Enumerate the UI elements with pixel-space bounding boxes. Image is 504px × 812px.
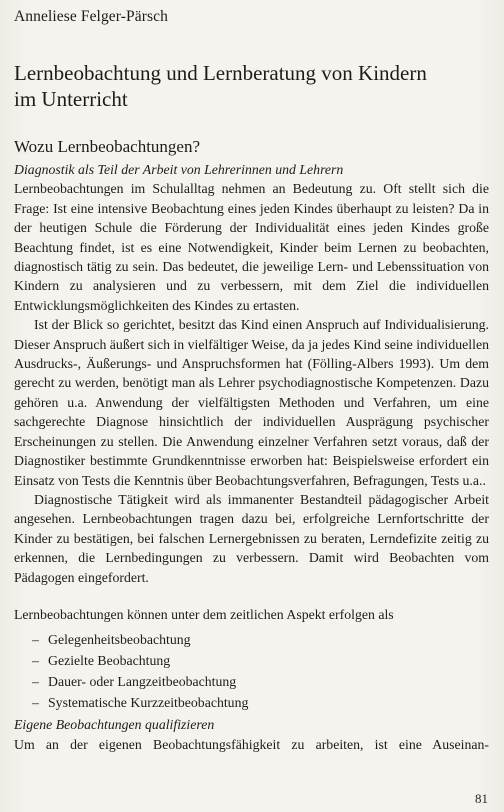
- list-item: [32, 629, 489, 650]
- list-item-text: Dauer- oder Langzeitbeobachtung: [48, 674, 237, 690]
- running-header-author: Anneliese Felger-Pärsch: [14, 8, 168, 25]
- body-text: [14, 160, 489, 754]
- chapter-title-line-1: Lernbeobachtung und Lernberatung von Kindern: [14, 61, 427, 85]
- paragraph-3: Diagnostische Tätigkeit wird als immanenter Bestandteil pädagogischer Arbeit angesehen. Lernbeobachtungen tragen dazu bei, erfolgreiche Lernfortschritte der Kinder zu bestätigen, bei falschen Lernergebnissen zu beraten, Lerndefizite zeitig zu erkennen, die Lernbedingungen zu verbessern. Damit wird Beobachten vom Pädagogen eingefordert.: [14, 491, 489, 585]
- list-item-text: Gezielte Beobachtung: [48, 653, 171, 669]
- list-item-text: Systematische Kurzzeitbeobachtung: [48, 695, 249, 711]
- chapter-title: [14, 60, 454, 112]
- subsection-heading-diagnostik: Diagnostik als Teil der Arbeit von Lehrerinnen und Lehrern: [14, 162, 344, 177]
- list-item: [32, 671, 489, 692]
- dash-bullet: –: [32, 674, 39, 690]
- aspects-intro: Lernbeobachtungen können unter dem zeitlichen Aspekt erfolgen als: [14, 606, 394, 622]
- list-item: [32, 650, 489, 671]
- subsection-heading-eigene-beobachtungen: Eigene Beobachtungen qualifizieren: [14, 717, 215, 733]
- paragraph-1: Lernbeobachtungen im Schulalltag nehmen an Bedeutung zu. Oft stellt sich die Frage: Ist eine intensive Beobachtung eines jeden Kindes überhaupt zu leisten? Da in der heutigen Schule die Förderung der Individualität eines jeden Kindes große Beachtung findet, ist es eine Notwendigkeit, Kinder beim Lernen zu beobachten, diagnostisch tätig zu sein. Das bedeutet, die jeweilige Lern- und Lebenssituation von Kindern zu analysieren und zu verbessern, mit dem Ziel die individuellen Entwicklungsmöglichkeiten des Kindes zu ertasten.: [14, 181, 489, 313]
- list-item: [32, 692, 489, 713]
- dash-bullet: –: [32, 653, 39, 669]
- section-heading: Wozu Lernbeobachtungen?: [14, 137, 201, 156]
- chapter-title-line-2: im Unterricht: [14, 87, 128, 111]
- dash-bullet: –: [32, 632, 39, 648]
- dash-bullet: –: [32, 695, 39, 711]
- page-number: 81: [475, 791, 488, 806]
- paragraph-4-fragment: Um an der eigenen Beobachtungsfähigkeit zu arbeiten, ist eine Auseinan-: [14, 736, 489, 752]
- aspects-list: [14, 629, 489, 713]
- list-item-text: Gelegenheitsbeobachtung: [48, 632, 191, 648]
- paragraph-2: Ist der Blick so gerichtet, besitzt das Kind einen Anspruch auf Individualisierung. Dieser Anspruch äußert sich in vielfältiger Weise, da ja jedes Kind seine individuellen Ausdrucks-, Äußerungs- und Anspruchsformen hat (Fölling-Albers 1993). Um dem gerecht zu werden, benötigt man als Lehrer psychodiagnostische Kompetenzen. Dazu gehören u.a. Anwendung der vielfältigsten Methoden und Verfahren, um eine sachgerechte Diagnose hinsichtlich der individuellen Ausprägung psychischer Erscheinungen zu stellen. Die Anwendung einzelner Verfahren setzt voraus, daß der Diagnostiker bestimmte Grundkenntnisse erworben hat: Beispielsweise erfordert ein Einsatz von Tests die Kenntnis über Beobachtungsverfahren, Befragungen, Tests u.a..: [14, 317, 489, 488]
- paragraph-gap: [14, 587, 489, 605]
